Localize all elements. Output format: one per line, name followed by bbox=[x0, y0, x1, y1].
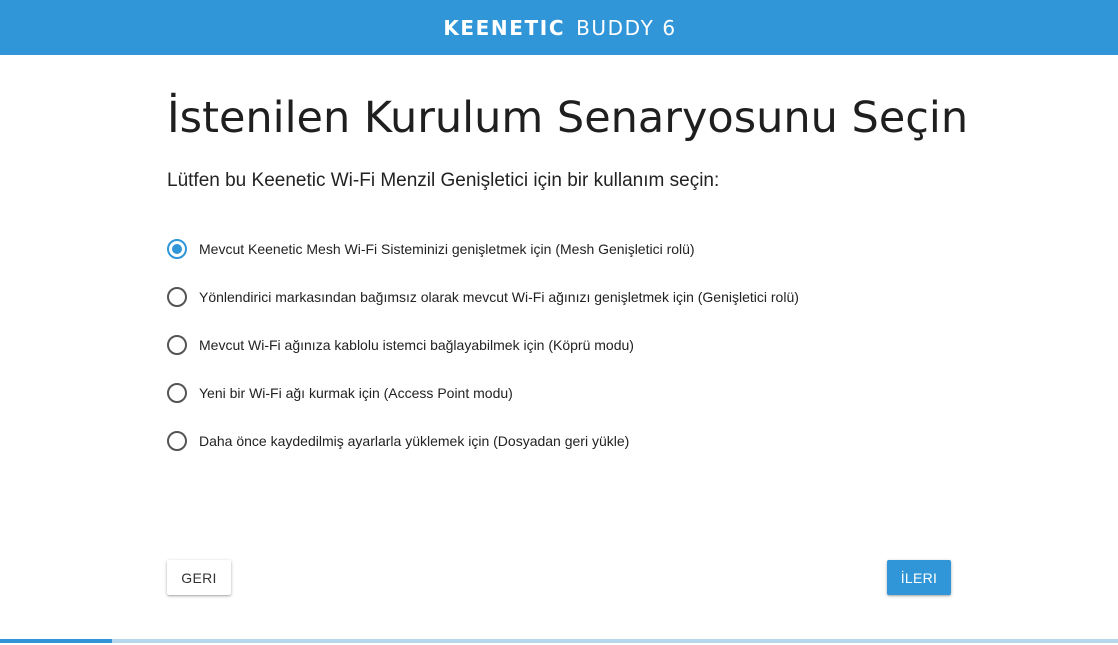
option-label: Yönlendirici markasından bağımsız olarak mevcut Wi-Fi ağınızı genişletmek için (Genişletici rolü) bbox=[199, 289, 799, 305]
option-label: Yeni bir Wi-Fi ağı kurmak için (Access Point modu) bbox=[199, 385, 513, 401]
progress-bar bbox=[0, 639, 1118, 643]
option-label: Mevcut Wi-Fi ağınıza kablolu istemci bağlayabilmek için (Köprü modu) bbox=[199, 337, 634, 353]
option-restore-file[interactable] bbox=[167, 417, 799, 465]
option-mesh-extender[interactable] bbox=[167, 225, 799, 273]
radio-button[interactable] bbox=[167, 239, 187, 259]
radio-button[interactable] bbox=[167, 335, 187, 355]
brand-logo bbox=[443, 15, 677, 40]
scenario-options bbox=[167, 225, 799, 465]
top-header bbox=[0, 0, 1118, 55]
option-extender[interactable] bbox=[167, 273, 799, 321]
next-button[interactable]: İLERI bbox=[887, 560, 951, 595]
progress-bar-fill bbox=[0, 639, 112, 643]
radio-button[interactable] bbox=[167, 383, 187, 403]
brand-model: BUDDY 6 bbox=[576, 15, 677, 40]
page-title: İstenilen Kurulum Senaryosunu Seçin bbox=[167, 93, 969, 143]
page-subtitle: Lütfen bu Keenetic Wi-Fi Menzil Genişletici için bir kullanım seçin: bbox=[167, 170, 720, 191]
option-access-point[interactable] bbox=[167, 369, 799, 417]
option-label: Daha önce kaydedilmiş ayarlarla yüklemek için (Dosyadan geri yükle) bbox=[199, 433, 630, 449]
option-bridge-mode[interactable] bbox=[167, 321, 799, 369]
radio-button[interactable] bbox=[167, 431, 187, 451]
back-button[interactable]: GERI bbox=[167, 560, 231, 595]
radio-button[interactable] bbox=[167, 287, 187, 307]
option-label: Mevcut Keenetic Mesh Wi-Fi Sisteminizi genişletmek için (Mesh Genişletici rolü) bbox=[199, 241, 695, 257]
brand-name: KEENETIC bbox=[443, 15, 566, 40]
